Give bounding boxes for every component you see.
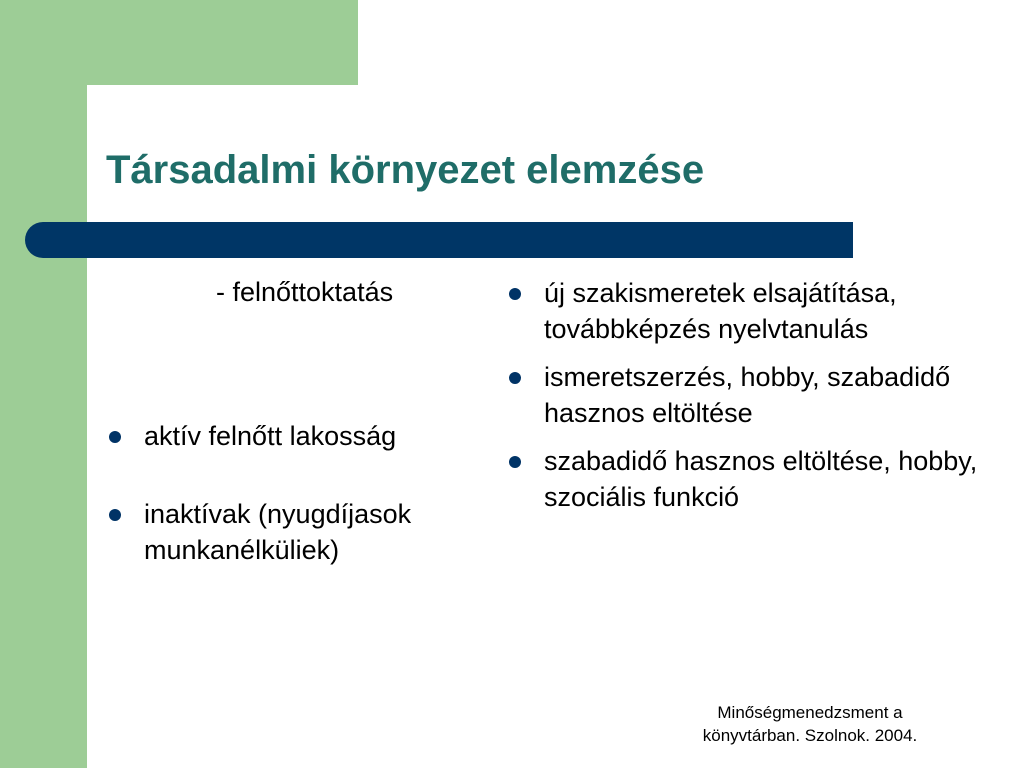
decor-green-strip — [0, 0, 87, 768]
bullet-text: ismeretszerzés, hobby, szabadidő hasznos eltöltése — [544, 362, 951, 428]
decor-green-block — [0, 0, 358, 85]
list-item — [506, 359, 1011, 431]
bullet-icon — [509, 372, 521, 384]
left-column — [106, 272, 496, 610]
bullet-icon — [509, 456, 521, 468]
bullet-icon — [109, 431, 121, 443]
left-heading: - felnőttoktatás — [216, 277, 394, 307]
left-bullet-list — [106, 418, 496, 568]
slide-title: Társadalmi környezet elemzése — [106, 148, 705, 192]
title-underline-bar — [25, 222, 853, 258]
footer-line-2: könyvtárban. Szolnok. 2004. — [702, 726, 918, 745]
bullet-text: inaktívak (nyugdíjasok munkanélküliek) — [144, 499, 412, 565]
bullet-text: szabadidő hasznos eltöltése, hobby, szociális funkció — [544, 446, 978, 512]
list-item — [106, 496, 496, 568]
right-bullet-list — [506, 275, 1011, 515]
right-column — [506, 275, 1011, 527]
list-item — [506, 275, 1011, 347]
bullet-text: aktív felnőtt lakosság — [144, 421, 397, 451]
list-item — [506, 443, 1011, 515]
bullet-icon — [109, 509, 121, 521]
footer-line-1: Minőségmenedzsment a — [717, 703, 903, 722]
bullet-text: új szakismeretek elsajátítása, továbbképzés nyelvtanulás — [544, 278, 897, 344]
bullet-icon — [509, 288, 521, 300]
slide-footer — [660, 701, 960, 747]
list-item — [106, 418, 496, 454]
